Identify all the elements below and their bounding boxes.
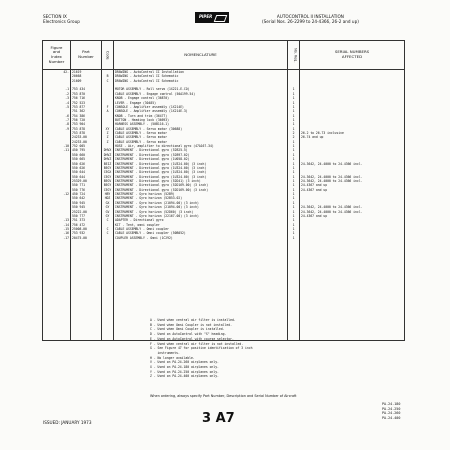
cell-part-number: 25008-00 xyxy=(71,227,102,231)
cell-nomenclature: CONSOLE - Amplifier assembly (1X214E) xyxy=(114,105,288,109)
cell-qty: 1 xyxy=(288,96,300,100)
cell-part-number: 751 373 xyxy=(71,218,102,222)
cell-nomenclature: INSTRUMENT - Gyro horizon (22167-00) (3 inch) xyxy=(114,214,288,218)
cell-qty: 1 xyxy=(288,87,300,91)
cell-code: HDZ xyxy=(102,196,114,200)
cell-nomenclature: BUTTON - Heading lock (36693) xyxy=(114,118,288,122)
cell-part-number: 550 626 xyxy=(71,162,102,166)
cell-qty: 1 xyxy=(288,223,300,227)
cell-qty: 1 xyxy=(288,92,300,96)
note-line: X - Used on PA-24-180 airplanes only. xyxy=(150,365,219,370)
col-part-header: Part Number xyxy=(71,41,102,70)
cell-figure: -14 xyxy=(43,223,71,227)
cell-code: DHVZ xyxy=(102,153,114,157)
cell-part-number: 756 472 xyxy=(71,223,102,227)
cell-part-number: 753 932 xyxy=(71,231,102,235)
cell-nomenclature: CABLE ASSEMBLY - Servo motor (30688) xyxy=(114,127,288,131)
cell-nomenclature: CONSOLE - Amplifier assembly (1X214E-3) xyxy=(114,109,288,113)
cell-serials: 26-2 to 26-73 inclusive xyxy=(300,131,405,135)
cell-part-number: 550 771 xyxy=(71,183,102,187)
cell-qty: 1 xyxy=(288,175,300,179)
cell-nomenclature: INSTRUMENT - Directional gyro (1U324-00) (3 inch) xyxy=(114,166,288,170)
cell-nomenclature: INSTRUMENT - Gyro horizon (52B9) xyxy=(114,192,288,196)
cell-code: C xyxy=(102,231,114,235)
cell-part-number: 756 720 xyxy=(71,118,102,122)
cell-code: C xyxy=(102,79,114,83)
cell-qty: 1 xyxy=(288,227,300,231)
cell-nomenclature: DRAWING - AutoControl II Schematic xyxy=(114,79,288,83)
cell-nomenclature: INSTRUMENT - Directional gyro (52B97-02) xyxy=(114,153,288,157)
cell-part-number: 25329-00 xyxy=(71,179,102,183)
parts-table xyxy=(42,40,405,341)
cell-part-number: 550 626 xyxy=(71,166,102,170)
note-line: F - Used when central air filter is not installed. xyxy=(150,341,244,346)
cell-code: DHVX xyxy=(102,148,114,152)
cell-figure: -13 xyxy=(43,218,71,222)
cell-qty: 1 xyxy=(288,101,300,105)
cell-figure: -17 xyxy=(43,236,71,240)
cell-code: Z xyxy=(102,131,114,135)
cell-qty: 1 xyxy=(288,148,300,152)
cell-nomenclature: INSTRUMENT - Directional gyro (1U324-00) (3 inch) xyxy=(114,162,288,166)
col-figure-header: Figure and Index Number xyxy=(43,41,71,70)
cell-figure: -12 xyxy=(43,192,71,196)
serial-range: (Serial Nos. 26-2299 to 24-4366, 26-2 and up) xyxy=(262,19,359,24)
col-nomenclature-header: NOMENCLATURE xyxy=(114,41,288,70)
cell-qty: 1 xyxy=(288,122,300,126)
cell-qty: 1 xyxy=(288,140,300,144)
cell-qty: 1 xyxy=(288,183,300,187)
cell-part-number: 753 904 xyxy=(71,122,102,126)
cell-figure: -9 xyxy=(43,127,71,131)
cell-part-number: 550 642 xyxy=(71,196,102,200)
cell-serials: 24-3642, 24-4000 to 24-4366 incl. xyxy=(300,179,405,183)
cell-nomenclature: INSTRUMENT - Directional gyro (1U324-00) (3 inch) xyxy=(114,175,288,179)
cell-figure: -11 xyxy=(43,148,71,152)
col-qty-header: No. Req. xyxy=(288,41,300,70)
cell-part-number: 754 386 xyxy=(71,114,102,118)
cell-nomenclature: INSTRUMENT - Directional gyro (1U058-02) xyxy=(114,157,288,161)
cell-code: B xyxy=(102,74,114,78)
col-serials-header: SERIAL NUMBERS AFFECTED xyxy=(300,41,405,70)
cell-qty: 1 xyxy=(288,109,300,113)
cell-qty: 1 xyxy=(288,114,300,118)
cell-qty: 1 xyxy=(288,205,300,209)
cell-nomenclature: KIT - Tent, omni coupler xyxy=(114,223,288,227)
cell-nomenclature: CABLE ASSEMBLY - Servo motor xyxy=(114,131,288,135)
cell-qty xyxy=(288,336,300,341)
cell-part-number: 752 523 xyxy=(71,101,102,105)
section-label: SECTION IX xyxy=(43,14,67,19)
issue-date: ISSUED: JANUARY 1973 xyxy=(43,420,92,425)
effectivity-model: PA-24-400 xyxy=(382,415,401,420)
note-line: B - Used when Omni Coupler is not installed. xyxy=(150,322,232,327)
cell-code: CEGY xyxy=(102,175,114,179)
cell-part-number: 753 877 xyxy=(71,105,102,109)
cell-part-number: 550 777 xyxy=(71,214,102,218)
cell-nomenclature: INSTRUMENT - Gyro horizon (21094-00) (3 inch) xyxy=(114,205,288,209)
document-title: AUTOCONTROL II INSTALLATION xyxy=(276,14,344,19)
note-line: Y - Used on PA-24-250 airplanes only. xyxy=(150,369,219,374)
col-code-header: Code xyxy=(102,41,114,70)
cell-qty: 2 xyxy=(288,131,300,135)
cell-qty: 1 xyxy=(288,201,300,205)
cell-qty: 1 xyxy=(288,210,300,214)
cell-qty: 1 xyxy=(288,231,300,235)
cell-nomenclature: HOSE - Air, amplifier to directional gyro (47A167-34) xyxy=(114,144,288,148)
section-header xyxy=(43,14,80,24)
cell-figure: -16 xyxy=(43,231,71,235)
cell-qty: 1 xyxy=(288,196,300,200)
cell-figure: -2 xyxy=(43,92,71,96)
cell-figure: 42- xyxy=(43,70,71,75)
cell-part-number: 24233-00 xyxy=(71,140,102,144)
cell-qty: 1 xyxy=(288,144,300,148)
cell-nomenclature: CABLE ASSEMBLY - Omni coupler xyxy=(114,227,288,231)
cell-code: CEGX xyxy=(102,170,114,174)
cell-qty: 1 xyxy=(288,170,300,174)
effectivity-model: PA-24-180 xyxy=(382,402,401,406)
cell-code: BEGV xyxy=(102,179,114,183)
cell-part-number: 550 644 xyxy=(71,175,102,179)
note-line: instruments. xyxy=(150,350,180,355)
cell-figure: -1 xyxy=(43,87,71,91)
cell-code: BEGY xyxy=(102,166,114,170)
cell-qty: 1 xyxy=(288,127,300,131)
cell-code: F xyxy=(102,105,114,109)
cell-code: C xyxy=(102,218,114,222)
cell-nomenclature: HARNESS ASSEMBLY - (50B116-1) xyxy=(114,122,288,126)
cell-qty: 1 xyxy=(288,166,300,170)
cell-code: DHVZ xyxy=(102,157,114,161)
note-line: C - Used when Omni Coupler is installed. xyxy=(150,327,225,332)
cell-code: GV xyxy=(102,210,114,214)
cell-qty: 1 xyxy=(288,179,300,183)
logo-mark-icon xyxy=(214,15,228,22)
cell-figure: -10 xyxy=(43,144,71,148)
cell-serials: 24-4367 and up xyxy=(300,214,405,218)
document-title-block xyxy=(262,14,359,24)
cell-part-number: 21619 xyxy=(71,70,102,75)
cell-qty: 1 xyxy=(288,157,300,161)
page-number: 3 A7 xyxy=(202,411,235,426)
cell-qty: 1 xyxy=(288,105,300,109)
ordering-note: When ordering, always specify Part Number, Description and Serial Number of Aircraft xyxy=(150,394,297,398)
note-line: G - See Figure 47 for positive identification of 3 inch xyxy=(150,346,253,351)
cell-part-number: 550 945 xyxy=(71,205,102,209)
cell-code: CEGY xyxy=(102,188,114,192)
cell-code: HBY xyxy=(102,192,114,196)
cell-part-number: 25222-00 xyxy=(71,210,102,214)
cell-figure xyxy=(43,336,71,341)
cell-nomenclature: MOTOR ASSEMBLY - Roll servo (1X221-E-CO) xyxy=(114,87,288,91)
cell-nomenclature: INSTRUMENT - Gyro horizon (52D60) (3 inch) xyxy=(114,210,288,214)
cell-figure: -5 xyxy=(43,105,71,109)
note-line: D - Used on AutoControl with "S" heading. xyxy=(150,332,227,337)
cell-code: GY xyxy=(102,214,114,218)
cell-serials: 26-74 and up xyxy=(300,135,405,139)
cell-figure: -6 xyxy=(43,114,71,118)
cell-part-number: 753 878 xyxy=(71,127,102,131)
cell-nomenclature: CABLE ASSEMBLY - Omni coupler (50B052) xyxy=(114,231,288,235)
cell-part-number: 450 724 xyxy=(71,192,102,196)
cell-code: XY xyxy=(102,127,114,131)
note-line: E - Used on AutoControl with course selector. xyxy=(150,336,234,341)
cell-nomenclature: ADAPTER - Directional gyro xyxy=(114,218,288,222)
note-line: A - Used when central air filter is installed. xyxy=(150,318,236,322)
cell-code: GX xyxy=(102,201,114,205)
cell-part-number: 751 362 xyxy=(71,109,102,113)
cell-code: Z xyxy=(102,135,114,139)
cell-nomenclature: INSTRUMENT - Directional gyro (1U324-00) (3 inch) xyxy=(114,170,288,174)
cell-nomenclature: CABLE ASSEMBLY - Engage control (50A199-54) xyxy=(114,92,288,96)
cell-code: BEIZ xyxy=(102,162,114,166)
cell-figure: -8 xyxy=(43,122,71,126)
cell-part-number: 753 434 xyxy=(71,87,102,91)
cell-nomenclature: INSTRUMENT - Gyro horizon (21094-00) (3 inch) xyxy=(114,201,288,205)
cell-part-number: 550 660 xyxy=(71,153,102,157)
note-line: H - No longer available. xyxy=(150,355,195,360)
cell-part-number: 20475-00 xyxy=(71,236,102,240)
effectivity-model: PA-24-260 xyxy=(382,411,401,416)
cell-part-number xyxy=(71,336,102,341)
cell-nomenclature: COUPLER ASSEMBLY - Omni (1C292) xyxy=(114,236,288,240)
cell-nomenclature: LEVER - Engage (30485) xyxy=(114,101,288,105)
table-header-row xyxy=(43,41,405,70)
cell-code xyxy=(102,336,114,341)
cell-part-number: 24233-00 xyxy=(71,135,102,139)
cell-qty: 1 xyxy=(288,188,300,192)
cell-nomenclature: KNOB - Engage control (36870) xyxy=(114,96,288,100)
cell-qty: 1 xyxy=(288,214,300,218)
cell-part-number: 752 005 xyxy=(71,144,102,148)
cell-qty: 1 xyxy=(288,218,300,222)
cell-nomenclature: INSTRUMENT - Directional gyro (52B25-5) xyxy=(114,148,288,152)
cell-part-number: 756 716 xyxy=(71,96,102,100)
cell-part-number: 550 945 xyxy=(71,201,102,205)
cell-nomenclature: KNOB - Turn and trim (36477) xyxy=(114,114,288,118)
cell-nomenclature: CABLE ASSEMBLY - Servo motor xyxy=(114,135,288,139)
cell-qty: 1 xyxy=(288,192,300,196)
cell-serials: 24-3642, 24-4000 to 24-4366 incl. xyxy=(300,162,405,166)
code-notes xyxy=(150,318,252,379)
effectivity-model: PA-24-250 xyxy=(382,406,401,411)
cell-nomenclature: INSTRUMENT - Directional gyro (52D169-00) (3 inch) xyxy=(114,183,288,187)
cell-code: GY xyxy=(102,205,114,209)
note-line: V - Used on PA-24-260 airplanes only. xyxy=(150,360,219,365)
cell-figure: -7 xyxy=(43,118,71,122)
cell-code: A xyxy=(102,109,114,113)
cell-serials: 24-3642, 24-4000 to 24-4366 incl. xyxy=(300,210,405,214)
cell-nomenclature: DRAWING - AutoControl II Schematic xyxy=(114,74,288,78)
cell-qty: 2 xyxy=(288,135,300,139)
cell-qty: 1 xyxy=(288,162,300,166)
cell-qty: 1 xyxy=(288,118,300,122)
cell-nomenclature: CABLE ASSEMBLY - Servo motor xyxy=(114,140,288,144)
cell-part-number: 550 665 xyxy=(71,157,102,161)
cell-nomenclature: DRAWING - AutoControl II Installation xyxy=(114,70,288,75)
cell-part-number: 21609 xyxy=(71,79,102,83)
cell-serials: 24-3642, 24-4000 to 24-4366 incl. xyxy=(300,205,405,209)
cell-part-number: 550 644 xyxy=(71,170,102,174)
logo-text: PIPER xyxy=(199,14,213,19)
cell-figure: -4 xyxy=(43,101,71,105)
cell-qty: 1 xyxy=(288,236,300,240)
piper-logo xyxy=(195,12,229,23)
cell-qty: 1 xyxy=(288,153,300,157)
cell-serials xyxy=(300,336,405,341)
cell-figure: -15 xyxy=(43,227,71,231)
cell-serials: 24-3642, 24-4000 to 24-4366 incl. xyxy=(300,175,405,179)
cell-code: BEGY xyxy=(102,183,114,187)
group-label: Electronics Group xyxy=(43,19,80,24)
cell-part-number: 450 795 xyxy=(71,148,102,152)
cell-serials: 24-4367 and up xyxy=(300,183,405,187)
cell-code: Z xyxy=(102,140,114,144)
cell-nomenclature: INSTRUMENT - Directional gyro (52D169-00) (3 inch) xyxy=(114,188,288,192)
cell-serials: 24-4367 and up xyxy=(300,188,405,192)
cell-part-number: 550 776 xyxy=(71,188,102,192)
cell-part-number: 753 870 xyxy=(71,92,102,96)
note-line: Z - Used on PA-24-400 airplanes only. xyxy=(150,374,219,379)
cell-figure: -3 xyxy=(43,96,71,100)
cell-part-number: 20668 xyxy=(71,74,102,78)
cell-nomenclature: INSTRUMENT - Gyro horizon (52B53-02) xyxy=(114,196,288,200)
cell-code: C xyxy=(102,227,114,231)
cell-nomenclature: INSTRUMENT - Directional gyro (52D41) (3 inch) xyxy=(114,179,288,183)
cell-part-number: 753 878 xyxy=(71,131,102,135)
effectivity-list xyxy=(382,402,400,420)
